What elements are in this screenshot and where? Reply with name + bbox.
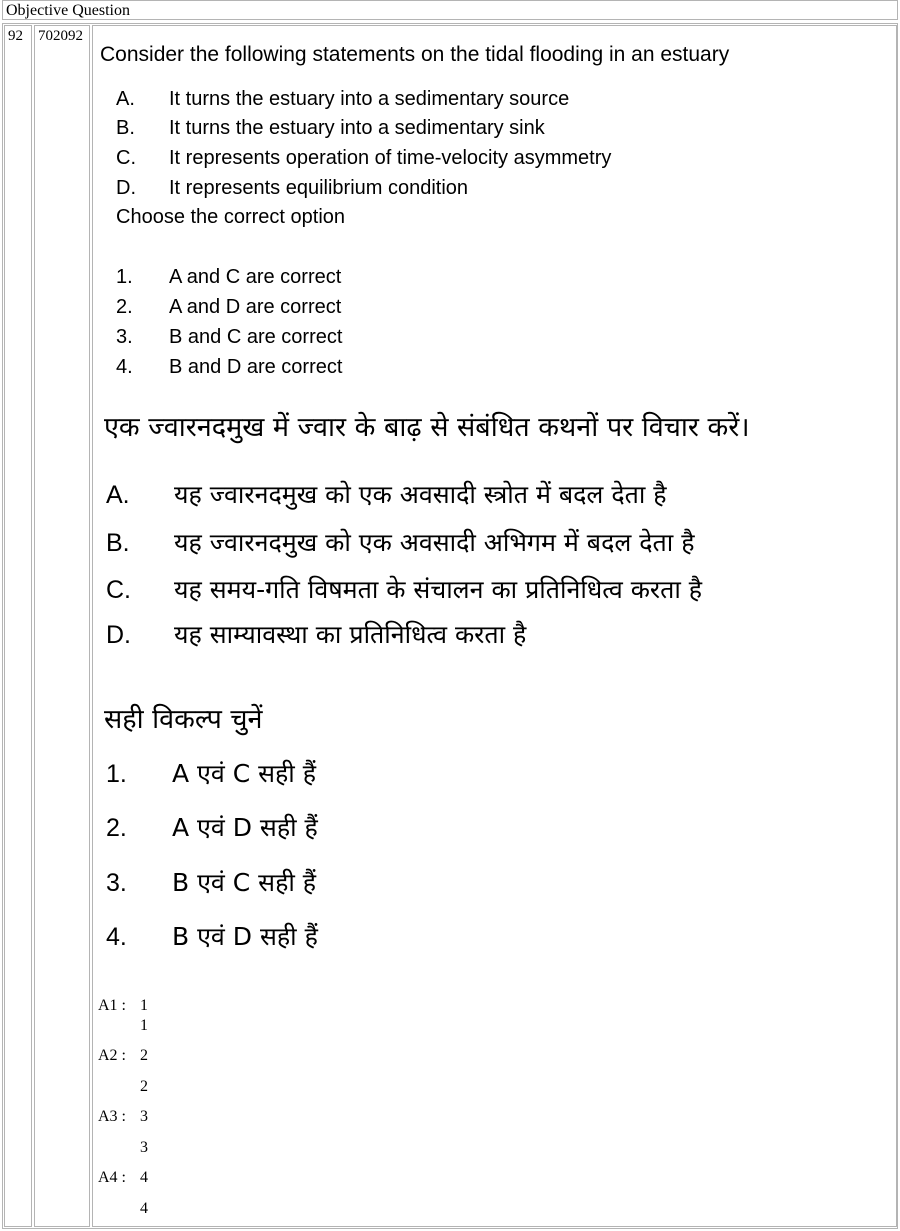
statement-label: C. xyxy=(106,576,131,604)
question-number: 92 xyxy=(8,28,23,44)
statement-label: B. xyxy=(116,117,135,139)
statement-label: C. xyxy=(116,147,136,169)
option-text: A एवं D सही हैं xyxy=(172,813,318,842)
option-text: B and D are correct xyxy=(169,356,343,378)
choose-prompt-hindi: सही विकल्प चुनें xyxy=(104,704,263,735)
statement-label: B. xyxy=(106,529,130,557)
option-text: A and C are correct xyxy=(169,266,342,288)
option-text: B एवं D सही हैं xyxy=(172,922,318,951)
answer-label: A1 : xyxy=(98,997,126,1014)
answer-label: A3 : xyxy=(98,1108,126,1125)
option-label: 4. xyxy=(116,356,133,378)
option-text: A एवं C सही हैं xyxy=(172,759,316,788)
answer-label: A2 : xyxy=(98,1047,126,1064)
section-header xyxy=(2,0,898,20)
option-label: 1. xyxy=(116,266,133,288)
question-id: 702092 xyxy=(38,28,83,44)
choose-prompt-english: Choose the correct option xyxy=(116,206,346,228)
statement-text: It turns the estuary into a sedimentary sink xyxy=(169,117,545,139)
answer-label: A4 : xyxy=(98,1169,126,1186)
option-label: 2. xyxy=(116,296,133,318)
option-label: 4. xyxy=(106,923,127,951)
statement-text: It represents equilibrium condition xyxy=(169,177,469,199)
answer-value: 1 xyxy=(140,997,148,1014)
statement-text: यह ज्वारनदमुख को एक अवसादी अभिगम में बदल देता है xyxy=(174,528,695,557)
statement-label: D. xyxy=(116,177,136,199)
statement-label: D. xyxy=(106,621,131,649)
answer-value: 3 xyxy=(140,1139,148,1156)
option-label: 1. xyxy=(106,760,127,788)
answer-value: 4 xyxy=(140,1200,148,1217)
option-label: 3. xyxy=(116,326,133,348)
answer-value: 3 xyxy=(140,1108,148,1125)
option-text: A and D are correct xyxy=(169,296,342,318)
section-title: Objective Question xyxy=(6,2,130,19)
statement-text: यह ज्वारनदमुख को एक अवसादी स्त्रोत में बदल देता है xyxy=(174,480,667,509)
question-stem-english: Consider the following statements on the tidal flooding in an estuary xyxy=(100,43,730,66)
question-id-cell xyxy=(34,25,90,1227)
question-stem-hindi: एक ज्वारनदमुख में ज्वार के बाढ़ से संबंधित कथनों पर विचार करें। xyxy=(104,412,750,443)
statement-label: A. xyxy=(106,481,130,509)
statement-text: यह समय-गति विषमता के संचालन का प्रतिनिधित्व करता है xyxy=(174,575,703,604)
statement-text: It turns the estuary into a sedimentary source xyxy=(169,88,570,110)
option-text: B एवं C सही हैं xyxy=(172,868,317,897)
question-number-cell xyxy=(4,25,32,1227)
statement-text: It represents operation of time-velocity asymmetry xyxy=(169,147,612,169)
option-label: 3. xyxy=(106,869,127,897)
option-label: 2. xyxy=(106,814,127,842)
answer-value: 4 xyxy=(140,1169,148,1186)
answer-value: 2 xyxy=(140,1078,148,1095)
answer-value: 2 xyxy=(140,1047,148,1064)
statement-label: A. xyxy=(116,88,135,110)
option-text: B and C are correct xyxy=(169,326,343,348)
statement-text: यह साम्यावस्था का प्रतिनिधित्व करता है xyxy=(174,620,527,649)
answer-value: 1 xyxy=(140,1017,148,1034)
